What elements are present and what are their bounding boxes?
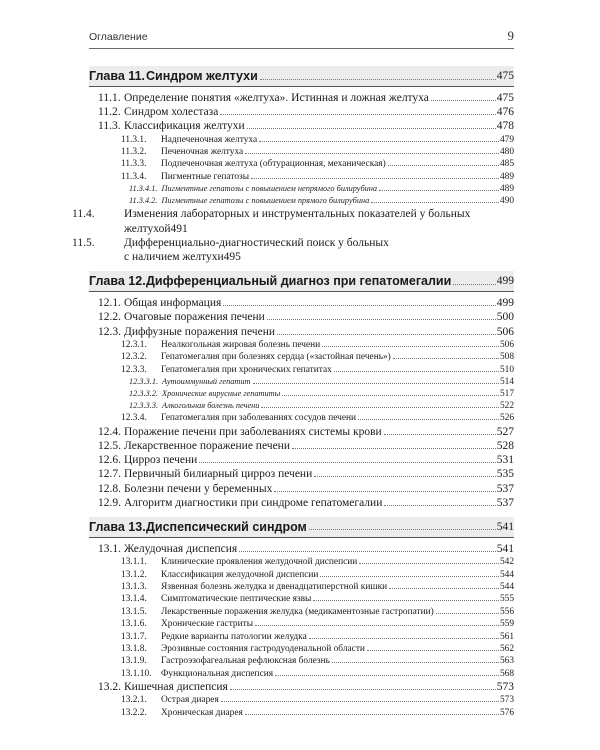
toc-entry-title: Болезни печени у беременных bbox=[124, 482, 273, 495]
toc-entry-number: 11.5. bbox=[72, 236, 95, 249]
toc-entry-title: Дифференциально-диагностический поиск у больных bbox=[124, 236, 389, 249]
toc-entry-title: Функциональная диспепсия bbox=[161, 668, 274, 679]
dot-leader bbox=[260, 79, 496, 80]
chapter-title: Синдром желтухи bbox=[146, 69, 258, 83]
chapter-entries bbox=[72, 87, 514, 264]
toc-entry-number: 12.5. bbox=[98, 439, 121, 452]
toc-entry-page: 544 bbox=[499, 581, 514, 592]
dot-leader bbox=[379, 190, 499, 191]
toc-entry[interactable] bbox=[89, 467, 514, 481]
toc-entry[interactable] bbox=[89, 668, 514, 680]
dot-leader bbox=[247, 128, 496, 129]
toc-entry-number: 11.3.4. bbox=[121, 171, 147, 182]
toc-entry-label bbox=[121, 631, 307, 643]
toc-entry-page: 526 bbox=[499, 413, 514, 424]
toc-entry-label bbox=[98, 680, 228, 694]
dot-leader bbox=[255, 625, 499, 626]
dot-leader bbox=[393, 358, 499, 359]
dot-leader bbox=[309, 529, 496, 530]
dot-leader bbox=[358, 419, 499, 420]
toc-entry-number: 13.1.3. bbox=[121, 581, 147, 592]
toc-entry-continuation bbox=[98, 222, 514, 236]
toc-entry-number: 11.3.4.2. bbox=[129, 196, 158, 206]
toc-entry-title: Пигментные гепатозы с повышением непрямого билирубина bbox=[161, 184, 378, 194]
toc-entry[interactable] bbox=[89, 694, 514, 706]
toc-entry-number: 11.3.3. bbox=[121, 159, 147, 170]
toc-entry-page: 510 bbox=[499, 364, 514, 375]
dot-leader bbox=[251, 178, 499, 179]
toc-entry-label bbox=[129, 183, 377, 194]
toc-entry-number: 12.3.3. bbox=[121, 364, 147, 375]
toc-entry-label bbox=[98, 91, 429, 105]
toc-entry-title: Гастроэзофагеальная рефлюксная болезнь bbox=[161, 656, 330, 667]
toc-entry-title: Пигментные гепатозы с повышением прямого билирубина bbox=[161, 196, 370, 206]
toc-entry-page: 542 bbox=[499, 557, 514, 568]
toc-entry-title: Кишечная диспепсия bbox=[124, 681, 228, 694]
toc-entry-title: Лекарственное поражение печени bbox=[124, 439, 290, 452]
toc-entry-page: 485 bbox=[499, 159, 514, 170]
toc-entry-label bbox=[121, 643, 365, 655]
toc-entry[interactable] bbox=[89, 351, 514, 363]
toc-chapter bbox=[72, 66, 514, 264]
toc-entry-page: 562 bbox=[499, 644, 514, 655]
toc-entry[interactable] bbox=[89, 325, 514, 339]
toc-entry-page: 561 bbox=[499, 631, 514, 642]
toc-entry-page: 489 bbox=[499, 184, 514, 195]
toc-entry-title: Печеночная желтуха bbox=[161, 147, 244, 158]
toc-entry[interactable] bbox=[89, 542, 514, 556]
table-of-contents bbox=[72, 66, 514, 719]
toc-entry[interactable] bbox=[89, 569, 514, 581]
toc-entry-title: Первичный билиарный цирроз печени bbox=[124, 468, 313, 481]
toc-entry[interactable] bbox=[89, 412, 514, 424]
toc-entry-number: 11.3.4.1. bbox=[129, 184, 158, 194]
toc-entry[interactable] bbox=[89, 606, 514, 618]
toc-entry-title: Очаговые поражения печени bbox=[124, 311, 265, 324]
toc-entry-page: 563 bbox=[499, 656, 514, 667]
chapter-page-number: 499 bbox=[496, 275, 514, 288]
dot-leader bbox=[277, 334, 496, 335]
toc-entry-page: 508 bbox=[499, 352, 514, 363]
toc-entry-number: 13.2.1. bbox=[121, 695, 147, 706]
toc-entry-page: 480 bbox=[499, 147, 514, 158]
dot-leader bbox=[245, 714, 499, 715]
dot-leader bbox=[384, 434, 496, 435]
dot-leader bbox=[309, 638, 499, 639]
toc-entry-number: 12.8. bbox=[98, 482, 121, 495]
toc-entry-page: 495 bbox=[223, 251, 241, 264]
toc-entry-label bbox=[129, 388, 280, 399]
chapter-number: Глава 11. bbox=[89, 69, 145, 83]
toc-entry-title: Пигментные гепатозы bbox=[161, 171, 250, 182]
toc-entry-title: Поражение печени при заболеваниях системы крови bbox=[124, 425, 382, 438]
toc-entry-label bbox=[98, 439, 290, 453]
toc-entry-page: 573 bbox=[499, 695, 514, 706]
dot-leader bbox=[367, 650, 499, 651]
page-number: 9 bbox=[507, 28, 514, 43]
toc-entry-label bbox=[121, 556, 357, 568]
toc-entry-label bbox=[121, 707, 243, 719]
toc-entry-label bbox=[121, 618, 253, 630]
toc-entry[interactable] bbox=[89, 400, 514, 412]
toc-entry[interactable] bbox=[89, 496, 514, 510]
toc-entry[interactable] bbox=[89, 655, 514, 667]
toc-entry[interactable] bbox=[89, 425, 514, 439]
toc-entry[interactable] bbox=[89, 388, 514, 400]
dot-leader bbox=[221, 701, 499, 702]
toc-entry-title: Клинические проявления желудочной диспепсии bbox=[161, 557, 358, 568]
toc-entry-title: Общая информация bbox=[124, 297, 222, 310]
chapter-entries bbox=[89, 292, 514, 510]
toc-entry-page: 491 bbox=[170, 222, 188, 235]
dot-leader bbox=[292, 448, 496, 449]
toc-entry-number: 12.4. bbox=[98, 425, 121, 438]
toc-entry-page: 537 bbox=[496, 496, 514, 509]
dot-leader bbox=[389, 588, 499, 589]
toc-entry-page: 537 bbox=[496, 482, 514, 495]
toc-entry[interactable] bbox=[89, 482, 514, 496]
toc-entry-label bbox=[121, 655, 330, 667]
toc-entry-title: Язвенная болезнь желудка и двенадцатиперстной кишки bbox=[161, 581, 388, 592]
toc-entry[interactable] bbox=[89, 680, 514, 694]
toc-entry-page: 522 bbox=[499, 401, 514, 412]
dot-leader bbox=[259, 141, 499, 142]
dot-leader bbox=[388, 165, 499, 166]
toc-entry-number: 12.1. bbox=[98, 297, 121, 310]
dot-leader bbox=[314, 476, 496, 477]
chapter-number: Глава 13. bbox=[89, 519, 146, 534]
toc-entry-number: 12.2. bbox=[98, 311, 121, 324]
toc-entry-number: 12.6. bbox=[98, 454, 121, 467]
toc-entry-page: 556 bbox=[499, 606, 514, 617]
toc-entry[interactable] bbox=[89, 105, 514, 119]
toc-entry-title: Эрозивные состояния гастродуоденальной области bbox=[161, 644, 365, 655]
toc-entry-number: 12.3.1. bbox=[121, 339, 147, 350]
toc-entry-label bbox=[121, 158, 386, 170]
toc-entry-page: 490 bbox=[499, 196, 514, 207]
dot-leader bbox=[239, 551, 496, 552]
toc-entry[interactable] bbox=[89, 296, 514, 310]
dot-leader bbox=[282, 395, 499, 396]
toc-entry-title: Диффузные поражения печени bbox=[124, 325, 275, 338]
toc-entry-title: Гепатомегалия при болезнях сердца («застойная печень») bbox=[161, 352, 391, 363]
toc-entry-number: 11.1. bbox=[98, 92, 121, 104]
toc-entry-page: 568 bbox=[499, 668, 514, 679]
toc-entry[interactable] bbox=[89, 581, 514, 593]
toc-entry-title: Классификация желтухи bbox=[124, 120, 245, 133]
dot-leader bbox=[320, 576, 499, 577]
chapter-heading-label bbox=[89, 274, 451, 288]
toc-entry-title: Цирроз печени bbox=[124, 454, 198, 467]
toc-entry-page: 531 bbox=[496, 454, 514, 467]
toc-entry-label bbox=[98, 467, 312, 481]
toc-entry[interactable] bbox=[89, 310, 514, 324]
toc-entry-number: 13.1.8. bbox=[121, 644, 147, 655]
toc-entry-number: 13.2.2. bbox=[121, 707, 147, 718]
chapter-heading[interactable] bbox=[89, 271, 514, 292]
toc-entry-label bbox=[72, 236, 514, 250]
toc-entry[interactable] bbox=[89, 376, 514, 388]
toc-entry[interactable] bbox=[72, 207, 514, 235]
chapter-heading-row bbox=[89, 271, 514, 291]
toc-entry-page: 555 bbox=[499, 594, 514, 605]
toc-entry-title: Хроническая диарея bbox=[161, 707, 243, 718]
toc-entry-title: Хронические вирусные гепатиты bbox=[162, 389, 281, 399]
toc-entry-label bbox=[98, 542, 237, 556]
toc-entry-label bbox=[121, 339, 320, 351]
toc-entry-label bbox=[98, 105, 218, 119]
toc-entry-page: 475 bbox=[496, 92, 514, 104]
chapter-title: Диспепсический синдром bbox=[146, 519, 307, 534]
toc-entry-page: 517 bbox=[499, 389, 514, 400]
chapter-title: Дифференциальный диагноз при гепатомегалии bbox=[146, 274, 452, 289]
toc-entry[interactable] bbox=[89, 439, 514, 453]
toc-entry-label bbox=[98, 496, 382, 510]
toc-entry-label bbox=[121, 146, 243, 158]
toc-entry-title: Неалкогольная жировая болезнь печени bbox=[161, 339, 321, 350]
toc-entry-number: 13.1. bbox=[98, 542, 121, 555]
toc-entry-label bbox=[98, 453, 197, 467]
toc-entry-page: 478 bbox=[496, 120, 514, 133]
toc-entry-title: Желудочная диспепсия bbox=[124, 542, 238, 555]
toc-entry-number: 13.1.4. bbox=[121, 594, 147, 605]
toc-entry-page: 573 bbox=[496, 681, 514, 694]
toc-entry-title: Изменения лабораторных и инструментальных показателей у больных bbox=[124, 208, 471, 221]
chapter-heading[interactable] bbox=[89, 66, 514, 87]
toc-entry-title: Классификация желудочной диспепсии bbox=[161, 569, 319, 580]
toc-chapter bbox=[89, 517, 514, 719]
dot-leader bbox=[253, 383, 499, 384]
toc-entry-number: 12.7. bbox=[98, 468, 121, 481]
toc-entry-label bbox=[98, 425, 382, 439]
toc-entry[interactable] bbox=[89, 119, 514, 133]
dot-leader bbox=[371, 202, 499, 203]
toc-entry-title-cont: желтухой bbox=[124, 222, 171, 235]
toc-entry-number: 13.1.2. bbox=[121, 569, 147, 580]
chapter-heading-label bbox=[89, 520, 307, 534]
toc-entry-title: Гепатомегалия при хронических гепатитах bbox=[161, 364, 332, 375]
toc-entry-label bbox=[121, 694, 219, 706]
chapter-number: Глава 12. bbox=[89, 274, 146, 289]
toc-entry-title: Хронические гастриты bbox=[161, 619, 254, 630]
toc-entry-label bbox=[121, 606, 434, 618]
toc-entry-label bbox=[129, 376, 251, 387]
toc-entry-title: Надпеченочная желтуха bbox=[161, 134, 258, 145]
toc-entry-title: Синдром холестаза bbox=[124, 106, 219, 119]
toc-entry-label bbox=[121, 134, 257, 146]
toc-entry[interactable] bbox=[89, 556, 514, 568]
toc-entry-number: 13.1.9. bbox=[121, 656, 147, 667]
dot-leader bbox=[322, 346, 499, 347]
dot-leader bbox=[359, 563, 499, 564]
dot-leader bbox=[267, 319, 496, 320]
toc-entry[interactable] bbox=[89, 183, 514, 195]
toc-entry-page: 576 bbox=[499, 707, 514, 718]
toc-entry-number: 12.3.3.1. bbox=[129, 377, 159, 387]
toc-entry-title: Лекарственные поражения желудка (медикаментозные гастропатии) bbox=[161, 606, 434, 617]
toc-entry[interactable] bbox=[89, 91, 514, 105]
toc-entry-label bbox=[121, 668, 273, 680]
toc-entry-number: 12.3.2. bbox=[121, 352, 147, 363]
toc-entry-title: Алгоритм диагностики при синдроме гепатомегалии bbox=[124, 496, 383, 509]
toc-entry-title: Симптоматические пептические язвы bbox=[161, 594, 312, 605]
toc-entry-number: 13.1.10. bbox=[121, 668, 152, 679]
toc-entry-page: 514 bbox=[499, 377, 514, 388]
toc-entry-number: 12.9. bbox=[98, 496, 121, 509]
toc-entry-number: 12.3.4. bbox=[121, 413, 147, 424]
toc-entry-label bbox=[98, 325, 275, 339]
toc-entry-page: 541 bbox=[496, 542, 514, 555]
dot-leader bbox=[436, 613, 499, 614]
toc-entry[interactable] bbox=[89, 631, 514, 643]
running-header-title: Оглавление bbox=[89, 31, 148, 43]
toc-entry-label bbox=[121, 593, 311, 605]
dot-leader bbox=[220, 114, 495, 115]
chapter-heading[interactable] bbox=[89, 517, 514, 538]
chapter-heading-row bbox=[89, 66, 514, 86]
toc-entry-number: 12.3.3.2. bbox=[129, 389, 159, 399]
toc-entry[interactable] bbox=[89, 453, 514, 467]
toc-entry-title: Определение понятия «желтуха». Истинная и ложная желтуха bbox=[124, 92, 429, 104]
toc-entry-number: 12.3. bbox=[98, 325, 121, 338]
toc-entry-number: 13.1.5. bbox=[121, 606, 147, 617]
toc-entry-title: Аутоиммунный гепатит bbox=[162, 377, 251, 387]
toc-entry-title: Алкогольная болезнь печени bbox=[162, 401, 260, 411]
toc-entry-label bbox=[121, 569, 318, 581]
dot-leader bbox=[453, 284, 495, 285]
toc-chapter bbox=[89, 271, 514, 510]
toc-entry-number: 13.1.6. bbox=[121, 619, 147, 630]
toc-entry-page: 500 bbox=[496, 311, 514, 324]
toc-entry-label bbox=[121, 581, 387, 593]
chapter-page-number: 475 bbox=[496, 70, 514, 82]
toc-entry-page: 544 bbox=[499, 569, 514, 580]
chapter-heading-label bbox=[89, 69, 258, 83]
toc-entry-title: Острая диарея bbox=[161, 695, 219, 706]
toc-entry-label bbox=[129, 195, 369, 206]
dot-leader bbox=[431, 100, 496, 101]
toc-entry-number: 13.1.7. bbox=[121, 631, 147, 642]
toc-entry-label bbox=[121, 412, 356, 424]
toc-entry-label bbox=[121, 364, 332, 376]
toc-entry-label bbox=[121, 171, 249, 183]
toc-entry[interactable] bbox=[89, 339, 514, 351]
chapter-heading-row bbox=[89, 517, 514, 537]
toc-entry-title: Подпеченочная желтуха (обтурационная, механическая) bbox=[161, 159, 386, 170]
toc-entry[interactable] bbox=[89, 158, 514, 170]
toc-entry-page: 489 bbox=[499, 171, 514, 182]
toc-entry-label bbox=[129, 400, 259, 411]
toc-entry-number: 11.3. bbox=[98, 120, 121, 133]
toc-entry[interactable] bbox=[89, 618, 514, 630]
toc-entry-page: 479 bbox=[499, 134, 514, 145]
toc-entry-page: 506 bbox=[499, 339, 514, 350]
toc-entry[interactable] bbox=[89, 171, 514, 183]
dot-leader bbox=[275, 675, 499, 676]
toc-entry-number: 13.2. bbox=[98, 681, 121, 694]
toc-entry-number: 11.2. bbox=[98, 106, 121, 119]
toc-entry-label bbox=[98, 119, 245, 133]
toc-entry-continuation bbox=[98, 250, 514, 264]
chapter-page-number: 541 bbox=[496, 520, 514, 533]
toc-entry-page: 535 bbox=[496, 468, 514, 481]
running-header bbox=[89, 30, 514, 49]
dot-leader bbox=[332, 662, 499, 663]
dot-leader bbox=[199, 462, 495, 463]
toc-entry[interactable] bbox=[89, 195, 514, 207]
toc-entry-page: 528 bbox=[496, 439, 514, 452]
toc-entry-label bbox=[98, 296, 221, 310]
toc-entry[interactable] bbox=[89, 364, 514, 376]
toc-entry-number: 11.3.1. bbox=[121, 134, 147, 145]
toc-entry-title-cont: с наличием желтухи bbox=[124, 251, 224, 264]
dot-leader bbox=[245, 153, 499, 154]
toc-entry-label bbox=[72, 207, 514, 221]
toc-entry-number: 11.4. bbox=[72, 208, 95, 221]
toc-entry-page: 499 bbox=[496, 297, 514, 310]
toc-entry-page: 506 bbox=[496, 325, 514, 338]
chapter-entries bbox=[89, 538, 514, 719]
toc-entry-number: 11.3.2. bbox=[121, 147, 147, 158]
dot-leader bbox=[313, 600, 499, 601]
toc-entry-page: 476 bbox=[496, 106, 514, 119]
toc-entry-page: 559 bbox=[499, 619, 514, 630]
toc-entry-title: Редкие варианты патологии желудка bbox=[161, 631, 307, 642]
toc-entry[interactable] bbox=[89, 707, 514, 719]
toc-entry[interactable] bbox=[89, 593, 514, 605]
toc-entry[interactable] bbox=[89, 643, 514, 655]
toc-entry[interactable] bbox=[89, 134, 514, 146]
toc-entry-number: 12.3.3.3. bbox=[129, 401, 159, 411]
toc-entry-page: 527 bbox=[496, 425, 514, 438]
toc-entry-label bbox=[121, 351, 391, 363]
toc-entry-label bbox=[98, 482, 272, 496]
dot-leader bbox=[384, 505, 495, 506]
dot-leader bbox=[223, 305, 495, 306]
dot-leader bbox=[230, 689, 496, 690]
dot-leader bbox=[334, 371, 499, 372]
toc-entry[interactable] bbox=[89, 146, 514, 158]
toc-entry-label bbox=[98, 310, 265, 324]
dot-leader bbox=[274, 491, 495, 492]
toc-entry[interactable] bbox=[72, 236, 514, 264]
dot-leader bbox=[261, 407, 498, 408]
toc-entry-title: Гепатомегалия при заболеваниях сосудов печени bbox=[161, 413, 357, 424]
toc-entry-number: 13.1.1. bbox=[121, 557, 147, 568]
